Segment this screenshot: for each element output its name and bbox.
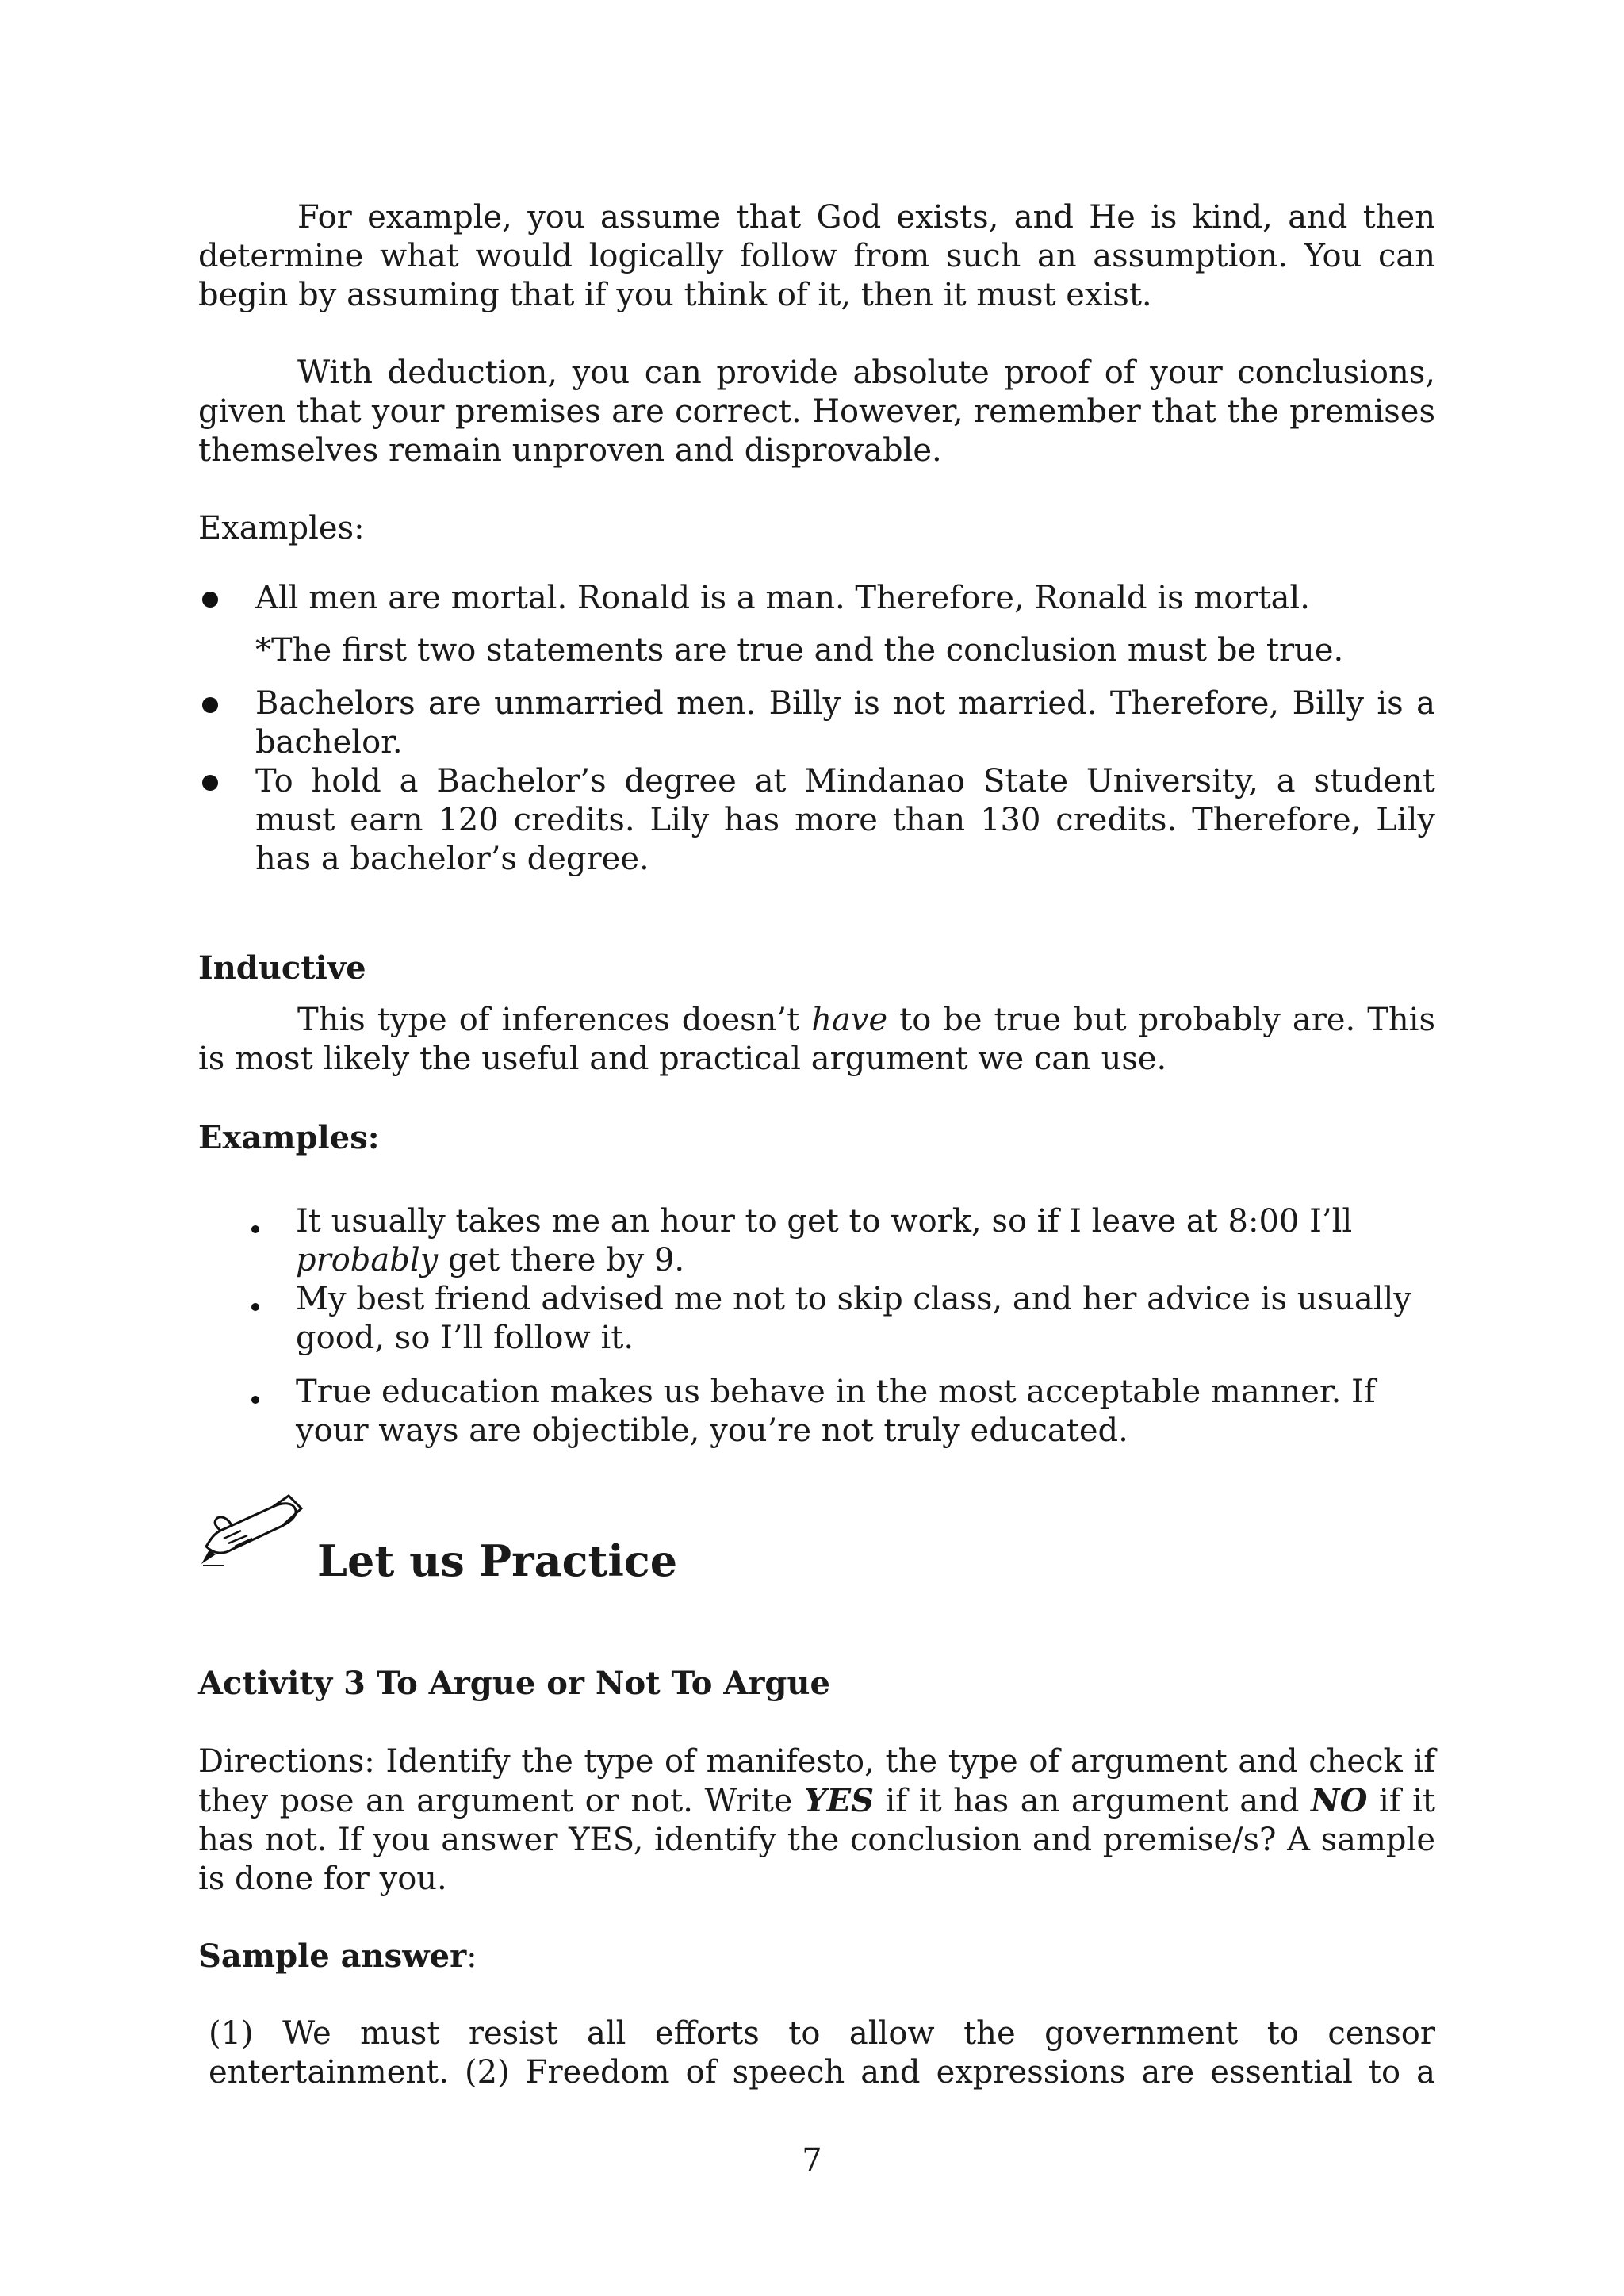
inductive-example-1: It usually takes me an hour to get to work, so if I leave at 8:00 I’ll probably get there by 9.	[296, 1203, 1353, 1278]
inductive-examples-label: Examples:	[198, 1119, 380, 1156]
practice-title: Let us Practice	[317, 1535, 678, 1586]
intro-paragraph-2: With deduction, you can provide absolute proof of your conclusions, given that your premises are correct. However, remember that the premises themselves remain unproven and disprovable.	[198, 355, 1435, 469]
sample-answer-text: (1) We must resist all efforts to allow the government to censor entertainment. (2) Freedom of speech and expressions are essential to a	[209, 2015, 1435, 2091]
bullet-icon	[251, 1225, 259, 1233]
deductive-example-1: All men are mortal. Ronald is a man. Therefore, Ronald is mortal.	[255, 580, 1310, 616]
page-number: 7	[802, 2142, 822, 2179]
bullet-icon	[251, 1303, 259, 1311]
sample-answer-label: Sample answer:	[198, 1938, 477, 1975]
inductive-paragraph: This type of inferences doesn’t have to be true but probably are. This is most likely the useful and practical argument we can use.	[198, 1002, 1436, 1077]
bullet-icon	[202, 592, 218, 608]
activity-heading: Activity 3 To Argue or Not To Argue	[198, 1665, 830, 1702]
inductive-example-2: My best friend advised me not to skip class, and her advice is usually good, so I’ll follow it.	[296, 1281, 1411, 1356]
deductive-examples-label: Examples:	[198, 510, 365, 546]
intro-paragraph-1: For example, you assume that God exists, and He is kind, and then determine what would logically follow from such an assumption. You can begin by assuming that if you think of it, then it must exist.	[198, 199, 1435, 313]
bullet-icon	[251, 1396, 259, 1404]
deductive-example-3: To hold a Bachelor’s degree at Mindanao State University, a student must earn 120 credits. Lily has more than 130 credits. Therefore, Lily has a bachelor’s degree.	[255, 763, 1435, 877]
inductive-heading: Inductive	[198, 949, 366, 987]
bullet-icon	[202, 775, 218, 791]
inductive-example-3: True education makes us behave in the most acceptable manner. If your ways are objectible, you’re not truly educated.	[296, 1374, 1376, 1449]
deductive-example-2: Bachelors are unmarried men. Billy is not married. Therefore, Billy is a bachelor.	[255, 685, 1435, 761]
activity-directions: Directions: Identify the type of manifesto, the type of argument and check if they pose an argument or not. Write YES if it has an argument and NO if it has not. If you answer YES, identify the conclusion and premise/s? A sample is done for you.	[198, 1743, 1435, 1897]
bullet-icon	[202, 697, 218, 713]
pen-writing-icon	[200, 1491, 311, 1570]
deductive-example-note: *The first two statements are true and the conclusion must be true.	[255, 632, 1344, 669]
